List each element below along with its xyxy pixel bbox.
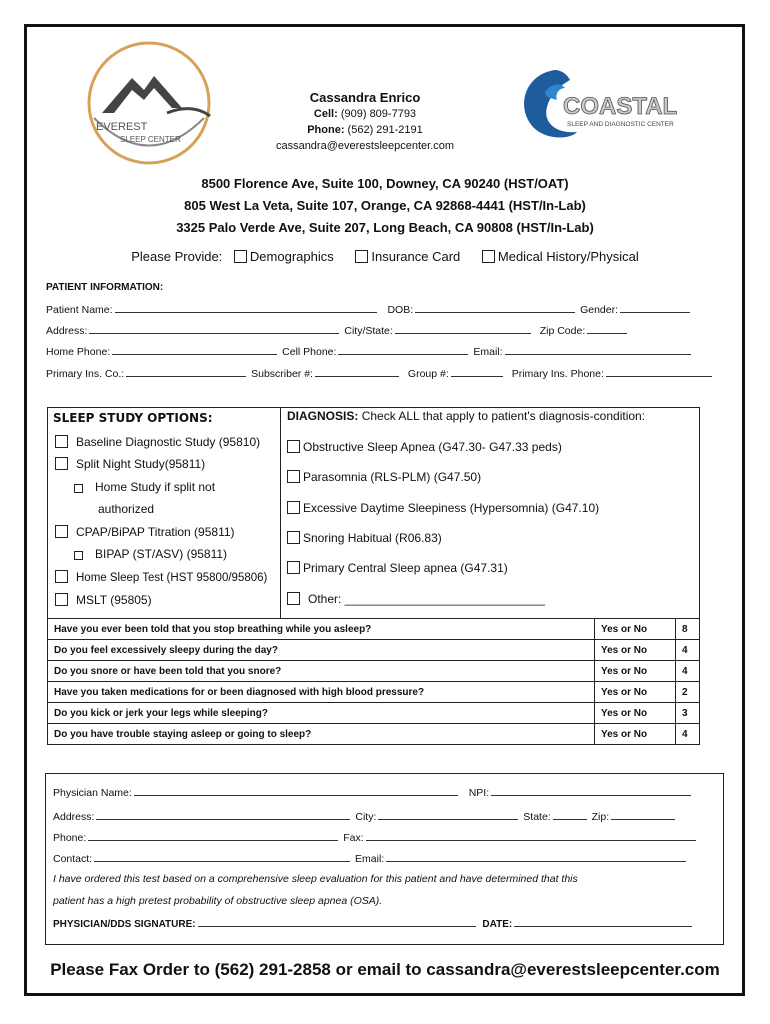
patient-row-2: Address: City/State: Zip Code: bbox=[46, 323, 629, 337]
eds-checkbox[interactable] bbox=[287, 501, 300, 514]
bipap-checkbox[interactable] bbox=[74, 551, 83, 560]
baseline-checkbox[interactable] bbox=[55, 435, 68, 448]
table-row: Do you have trouble staying asleep or going to sleep? Yes or No 4 bbox=[48, 724, 700, 745]
home-sleep-test-checkbox[interactable] bbox=[55, 570, 68, 583]
physician-address-field[interactable] bbox=[96, 809, 350, 820]
please-provide-label: Please Provide: bbox=[131, 249, 223, 264]
physician-row-1: Physician Name: NPI: bbox=[53, 785, 693, 799]
signature-field[interactable] bbox=[198, 916, 476, 927]
option-split-night: Split Night Study(95811) bbox=[55, 457, 205, 471]
zip-code-field[interactable] bbox=[587, 323, 627, 334]
dx-snoring: Snoring Habitual (R06.83) bbox=[287, 531, 442, 545]
medical-history-checkbox[interactable] bbox=[482, 250, 495, 263]
address-line-1: 8500 Florence Ave, Suite 100, Downey, CA 90240 (HST/OAT) bbox=[201, 176, 569, 191]
home-phone-field[interactable] bbox=[112, 344, 277, 355]
dob-field[interactable] bbox=[415, 302, 575, 313]
osa-checkbox[interactable] bbox=[287, 440, 300, 453]
contact-block bbox=[230, 90, 500, 154]
table-row: Do you kick or jerk your legs while sleeping? Yes or No 3 bbox=[48, 703, 700, 724]
physician-fax-field[interactable] bbox=[366, 830, 696, 841]
table-row: Do you feel excessively sleepy during the day? Yes or No 4 bbox=[48, 640, 700, 661]
physician-zip-field[interactable] bbox=[611, 809, 675, 820]
insurance-card-checkbox[interactable] bbox=[355, 250, 368, 263]
contact-email: cassandra@everestsleepcenter.com bbox=[275, 140, 455, 152]
address-field[interactable] bbox=[89, 323, 339, 334]
central-apnea-checkbox[interactable] bbox=[287, 561, 300, 574]
address-line-3: 3325 Palo Verde Ave, Suite 207, Long Beach, CA 90808 (HST/In-Lab) bbox=[176, 220, 594, 235]
option-mslt: MSLT (95805) bbox=[55, 593, 152, 607]
statement-line-2: patient has a high pretest probability of obstructive sleep apnea (OSA). bbox=[53, 895, 383, 907]
subscriber-field[interactable] bbox=[315, 366, 399, 377]
primary-ins-field[interactable] bbox=[126, 366, 246, 377]
split-night-checkbox[interactable] bbox=[55, 457, 68, 470]
dx-parasomnia: Parasomnia (RLS-PLM) (G47.50) bbox=[287, 470, 481, 484]
address-line-2: 805 West La Veta, Suite 107, Orange, CA 92868-4441 (HST/In-Lab) bbox=[184, 198, 586, 213]
city-state-field[interactable] bbox=[395, 323, 531, 334]
fax-order-footer: Please Fax Order to (562) 291-2858 or email to cassandra@everestsleepcenter.com bbox=[50, 960, 720, 979]
cpap-checkbox[interactable] bbox=[55, 525, 68, 538]
cell-phone-field[interactable] bbox=[338, 344, 468, 355]
statement-line-1: I have ordered this test based on a comprehensive sleep evaluation for this patient and have determined that this bbox=[53, 873, 578, 885]
other-checkbox[interactable] bbox=[287, 592, 300, 605]
medical-history-label: Medical History/Physical bbox=[497, 249, 639, 264]
date-field[interactable] bbox=[514, 916, 692, 927]
diagnosis-heading: DIAGNOSIS: Check ALL that apply to patient's diagnosis-condition: bbox=[287, 409, 646, 423]
contact-cell: Cell: (909) 809-7793 bbox=[313, 108, 417, 120]
questions-table bbox=[47, 618, 700, 745]
insurance-card-label: Insurance Card bbox=[371, 249, 461, 264]
patient-row-4: Primary Ins. Co.: Subscriber #: Group #: Primary Ins. Phone: bbox=[46, 366, 714, 380]
mslt-checkbox[interactable] bbox=[55, 593, 68, 606]
everest-logo-line2: SLEEP CENTER bbox=[120, 135, 181, 144]
npi-field[interactable] bbox=[491, 785, 691, 796]
snoring-checkbox[interactable] bbox=[287, 531, 300, 544]
dx-osa: Obstructive Sleep Apnea (G47.30- G47.33 peds) bbox=[287, 440, 562, 454]
demographics-checkbox[interactable] bbox=[234, 250, 247, 263]
everest-logo bbox=[82, 38, 217, 168]
physician-phone-field[interactable] bbox=[88, 830, 338, 841]
primary-ins-phone-field[interactable] bbox=[606, 366, 712, 377]
option-bipap: BIPAP (ST/ASV) (95811) bbox=[74, 547, 227, 561]
parasomnia-checkbox[interactable] bbox=[287, 470, 300, 483]
physician-box bbox=[45, 773, 724, 945]
contact-phone: Phone: (562) 291-2191 bbox=[307, 124, 423, 136]
physician-city-field[interactable] bbox=[378, 809, 518, 820]
physician-row-2: Address: City: State: Zip: bbox=[53, 809, 677, 823]
patient-row-3: Home Phone: Cell Phone: Email: bbox=[46, 344, 693, 358]
table-row: Have you ever been told that you stop breathing while you asleep? Yes or No 8 bbox=[48, 619, 700, 640]
option-home-sleep-test: Home Sleep Test (HST 95800/95806) bbox=[55, 570, 267, 584]
option-home-if-split: Home Study if split not bbox=[74, 480, 215, 494]
physician-row-3: Phone: Fax: bbox=[53, 830, 698, 844]
please-provide bbox=[40, 249, 730, 264]
physician-state-field[interactable] bbox=[553, 809, 587, 820]
gender-field[interactable] bbox=[620, 302, 690, 313]
option-authorized: authorized bbox=[98, 502, 155, 516]
patient-row-1: Patient Name: DOB: Gender: bbox=[46, 302, 692, 316]
group-field[interactable] bbox=[451, 366, 503, 377]
physician-row-4: Contact: Email: bbox=[53, 851, 688, 865]
sleep-study-heading: SLEEP STUDY OPTIONS: bbox=[53, 411, 213, 425]
coastal-logo-line2: SLEEP AND DIAGNOSTIC CENTER bbox=[567, 121, 674, 128]
physician-email-field[interactable] bbox=[386, 851, 686, 862]
options-divider bbox=[280, 407, 281, 618]
everest-logo-line1: EVEREST bbox=[96, 121, 148, 133]
patient-info-heading: PATIENT INFORMATION: bbox=[46, 282, 164, 293]
patient-name-field[interactable] bbox=[115, 302, 377, 313]
physician-name-field[interactable] bbox=[134, 785, 458, 796]
dx-other: Other: ______________________________ bbox=[287, 592, 545, 606]
dx-central-apnea: Primary Central Sleep apnea (G47.31) bbox=[287, 561, 508, 575]
signature-row: PHYSICIAN/DDS SIGNATURE: DATE: bbox=[53, 916, 694, 930]
contact-name: Cassandra Enrico bbox=[309, 90, 421, 105]
coastal-logo-line1: COASTAL bbox=[563, 93, 678, 120]
email-field[interactable] bbox=[505, 344, 691, 355]
option-baseline: Baseline Diagnostic Study (95810) bbox=[55, 435, 260, 449]
home-if-split-checkbox[interactable] bbox=[74, 484, 83, 493]
table-row: Do you snore or have been told that you snore? Yes or No 4 bbox=[48, 661, 700, 682]
option-cpap: CPAP/BiPAP Titration (95811) bbox=[55, 525, 235, 539]
coastal-logo bbox=[515, 62, 710, 144]
table-row: Have you taken medications for or been diagnosed with high blood pressure? Yes or No 2 bbox=[48, 682, 700, 703]
demographics-label: Demographics bbox=[249, 249, 334, 264]
physician-contact-field[interactable] bbox=[94, 851, 350, 862]
dx-eds: Excessive Daytime Sleepiness (Hypersomnia) (G47.10) bbox=[287, 501, 599, 515]
